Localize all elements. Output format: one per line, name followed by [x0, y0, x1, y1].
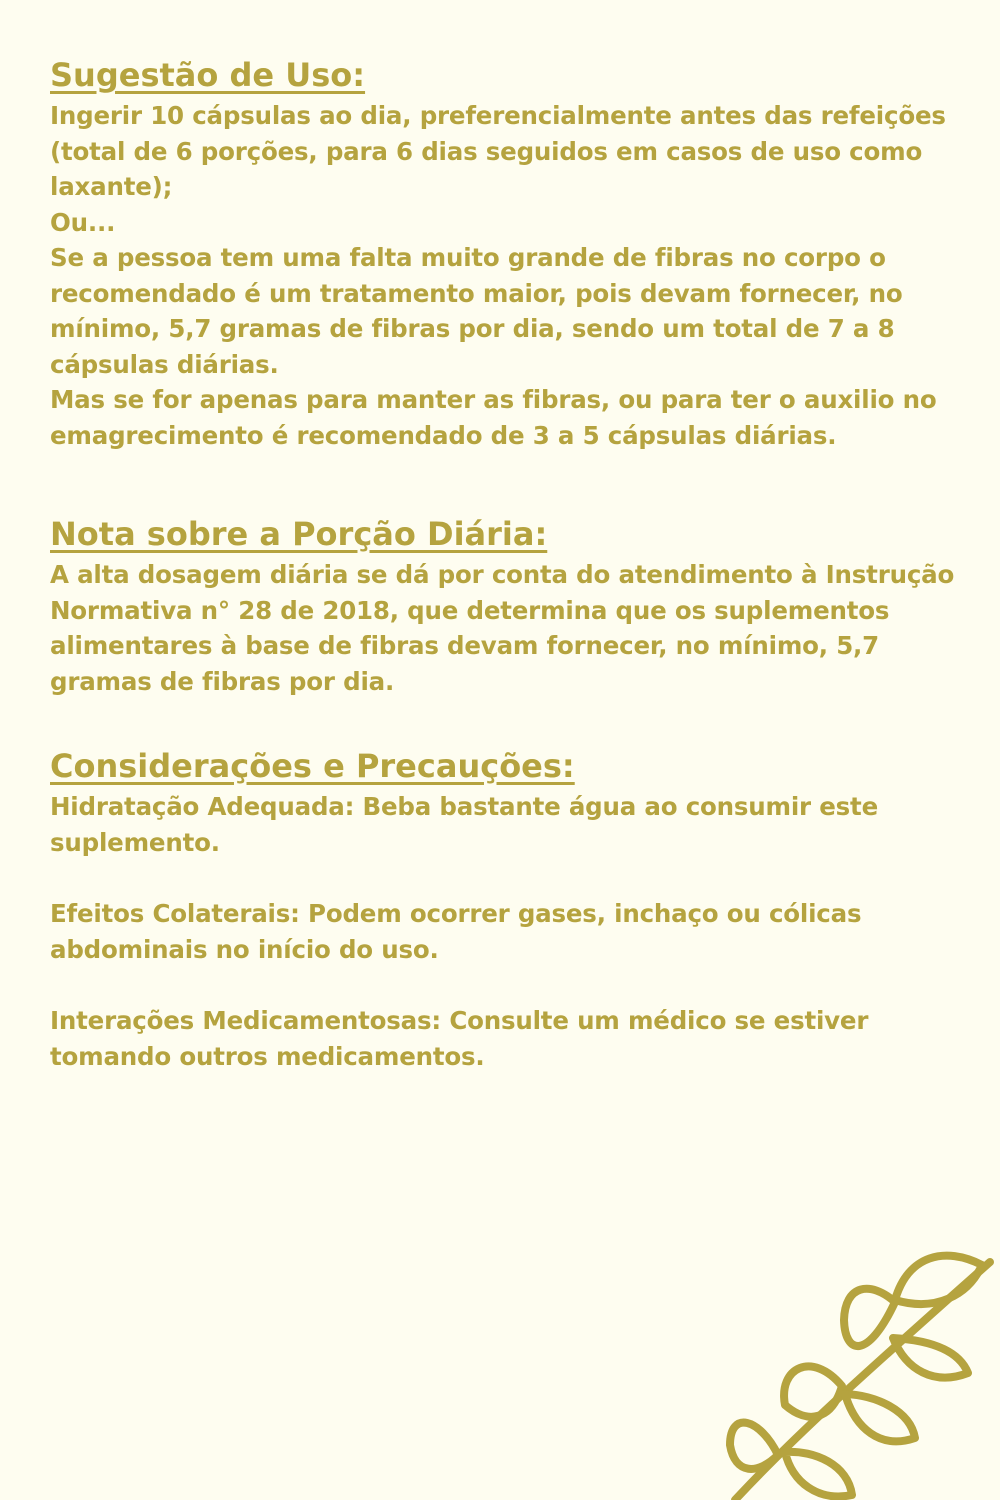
section-nota-porcao-diaria — [50, 511, 960, 699]
wheat-branch-icon — [725, 1245, 1000, 1500]
precaucoes-hidratacao: Hidratação Adequada: Beba bastante água ao consumir este suplemento. — [50, 792, 878, 857]
section-title-precaucoes: Considerações e Precauções: — [50, 747, 575, 785]
section-sugestao-de-uso — [50, 52, 960, 453]
section-title-nota: Nota sobre a Porção Diária: — [50, 515, 548, 553]
spacer — [50, 967, 960, 1003]
section-title-uso: Sugestão de Uso: — [50, 56, 366, 94]
precaucoes-interacoes: Interações Medicamentosas: Consulte um médico se estiver tomando outros medicamentos. — [50, 1006, 869, 1071]
uso-paragraph-4: Mas se for apenas para manter as fibras, ou para ter o auxilio no emagrecimento é recomendado de 3 a 5 cápsulas diárias. — [50, 385, 937, 450]
section-consideracoes-precaucoes — [50, 743, 960, 1074]
nota-paragraph-1: A alta dosagem diária se dá por conta do atendimento à Instrução Normativa n° 28 de 2018, que determina que os suplementos alimentares à base de fibras devam fornecer, no mínimo, 5,7 gramas de fibras por dia. — [50, 560, 955, 696]
uso-paragraph-2: Ou... — [50, 207, 116, 237]
precaucoes-efeitos-colaterais: Efeitos Colaterais: Podem ocorrer gases, inchaço ou cólicas abdominais no início do uso. — [50, 899, 862, 964]
spacer — [50, 860, 960, 896]
page-content — [50, 52, 960, 1074]
uso-paragraph-3: Se a pessoa tem uma falta muito grande de fibras no corpo o recomendado é um tratamento maior, pois devam fornecer, no mínimo, 5,7 gramas de fibras por dia, sendo um total de 7 a 8 cápsulas diárias. — [50, 243, 903, 379]
uso-paragraph-1: Ingerir 10 cápsulas ao dia, preferencialmente antes das refeições (total de 6 porções, para 6 dias seguidos em casos de uso como laxante); — [50, 101, 946, 201]
